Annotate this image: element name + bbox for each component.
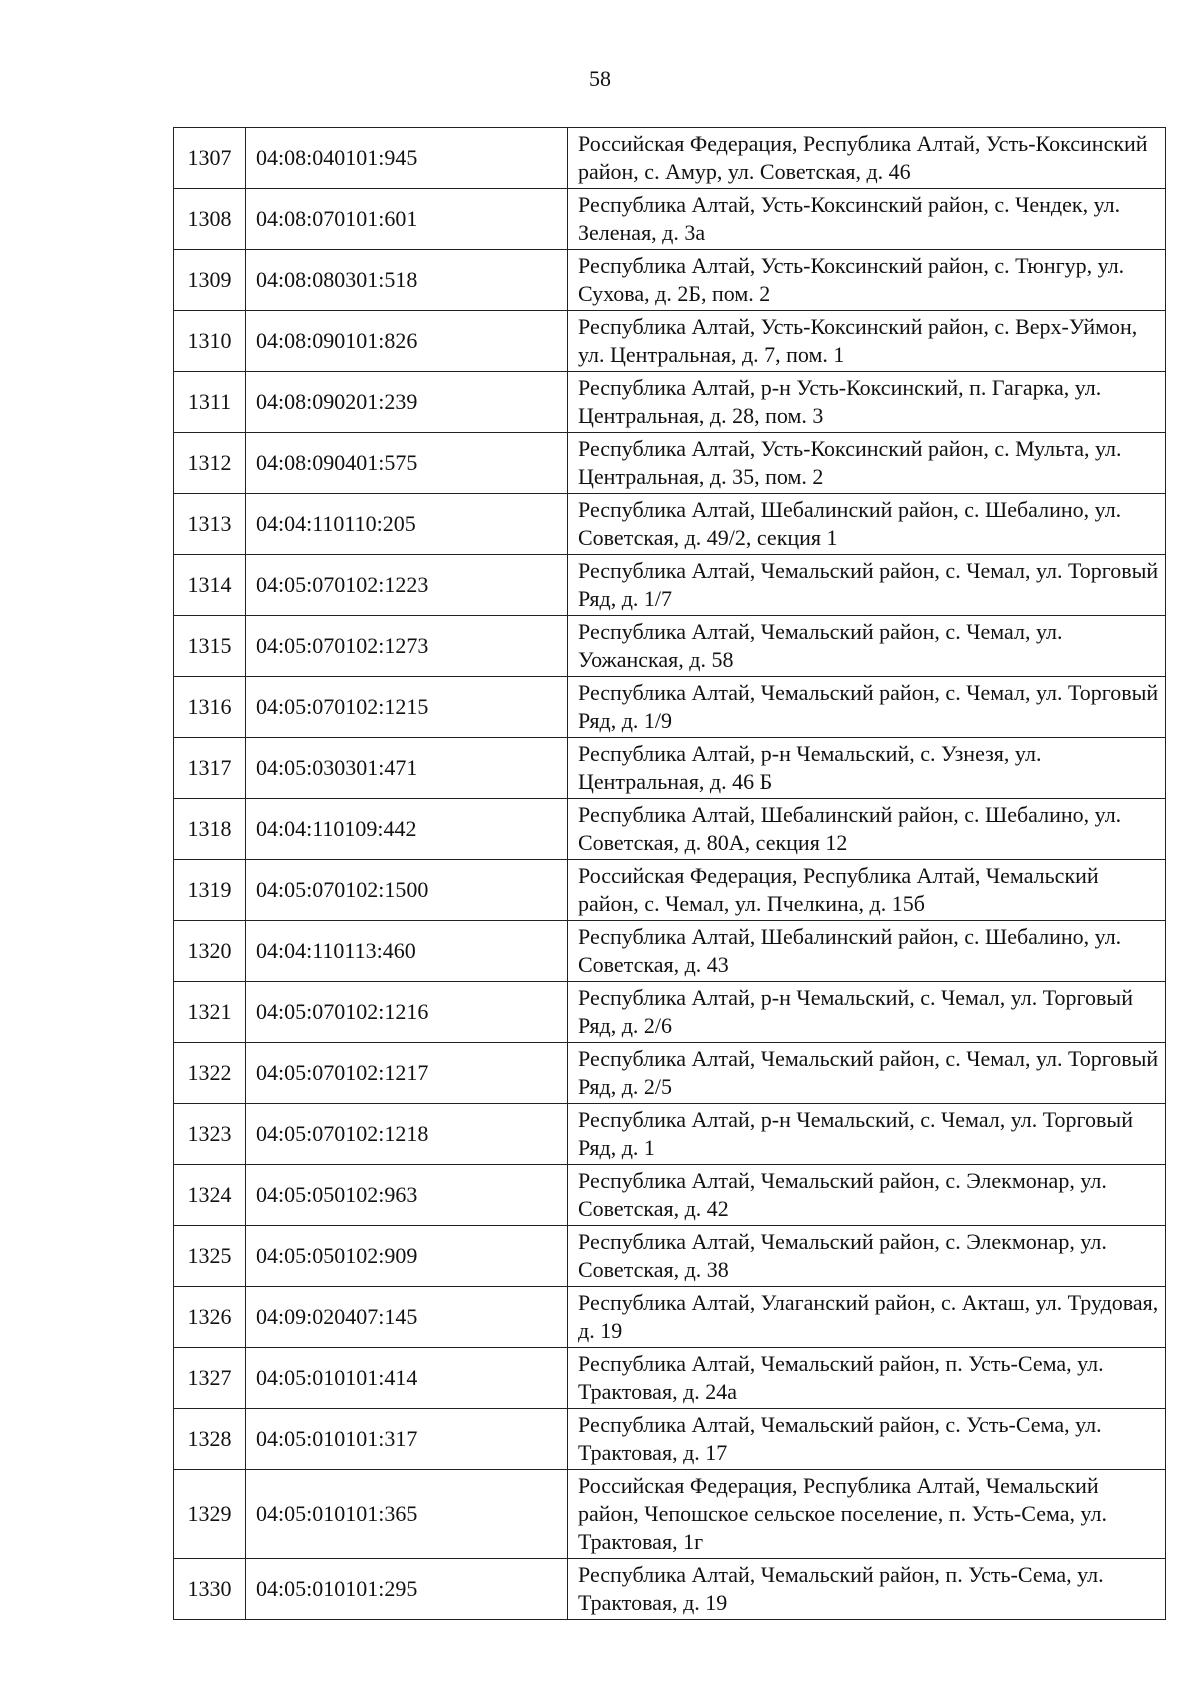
- row-number-cell: 1315: [174, 616, 246, 677]
- cadastral-number-cell: 04:08:070101:601: [246, 189, 568, 250]
- cadastral-number-cell: 04:05:070102:1215: [246, 677, 568, 738]
- row-number-cell: 1314: [174, 555, 246, 616]
- address-cell: Республика Алтай, Чемальский район, с. Чемал, ул. Торговый Ряд, д. 2/5: [568, 1043, 1166, 1104]
- table-row: [174, 1470, 1166, 1559]
- row-number-cell: 1310: [174, 311, 246, 372]
- table-row: [174, 982, 1166, 1043]
- table-row: [174, 1226, 1166, 1287]
- row-number-cell: 1330: [174, 1559, 246, 1620]
- table-row: [174, 433, 1166, 494]
- table-row: [174, 799, 1166, 860]
- cadastral-number-cell: 04:08:090201:239: [246, 372, 568, 433]
- row-number-cell: 1318: [174, 799, 246, 860]
- address-cell: Республика Алтай, Усть-Коксинский район, с. Тюнгур, ул. Сухова, д. 2Б, пом. 2: [568, 250, 1166, 311]
- row-number-cell: 1328: [174, 1409, 246, 1470]
- row-number-cell: 1309: [174, 250, 246, 311]
- property-table: [173, 127, 1166, 1620]
- address-cell: Республика Алтай, р-н Усть-Коксинский, п. Гагарка, ул. Центральная, д. 28, пом. 3: [568, 372, 1166, 433]
- address-cell: Республика Алтай, Чемальский район, с. Чемал, ул. Уожанская, д. 58: [568, 616, 1166, 677]
- table-row: [174, 921, 1166, 982]
- table-row: [174, 677, 1166, 738]
- address-cell: Республика Алтай, Улаганский район, с. Акташ, ул. Трудовая, д. 19: [568, 1287, 1166, 1348]
- address-cell: Республика Алтай, Усть-Коксинский район, с. Верх-Уймон, ул. Центральная, д. 7, пом. 1: [568, 311, 1166, 372]
- cadastral-number-cell: 04:09:020407:145: [246, 1287, 568, 1348]
- cadastral-number-cell: 04:08:080301:518: [246, 250, 568, 311]
- address-cell: Республика Алтай, Чемальский район, с. Чемал, ул. Торговый Ряд, д. 1/7: [568, 555, 1166, 616]
- cadastral-number-cell: 04:04:110110:205: [246, 494, 568, 555]
- address-cell: Республика Алтай, Чемальский район, п. Усть-Сема, ул. Трактовая, д. 19: [568, 1559, 1166, 1620]
- table-row: [174, 616, 1166, 677]
- table-row: [174, 494, 1166, 555]
- address-cell: Республика Алтай, р-н Чемальский, с. Чемал, ул. Торговый Ряд, д. 2/6: [568, 982, 1166, 1043]
- page-number: 58: [589, 66, 611, 91]
- address-cell: Российская Федерация, Республика Алтай, Усть-Коксинский район, с. Амур, ул. Советская, д. 46: [568, 128, 1166, 189]
- address-cell: Республика Алтай, Усть-Коксинский район, с. Мульта, ул. Центральная, д. 35, пом. 2: [568, 433, 1166, 494]
- table-row: [174, 1287, 1166, 1348]
- table-row: [174, 738, 1166, 799]
- cadastral-number-cell: 04:04:110113:460: [246, 921, 568, 982]
- address-cell: Республика Алтай, Чемальский район, с. Чемал, ул. Торговый Ряд, д. 1/9: [568, 677, 1166, 738]
- cadastral-number-cell: 04:08:090401:575: [246, 433, 568, 494]
- table-row: [174, 1559, 1166, 1620]
- row-number-cell: 1312: [174, 433, 246, 494]
- address-cell: Республика Алтай, Чемальский район, с. Элекмонар, ул. Советская, д. 42: [568, 1165, 1166, 1226]
- cadastral-number-cell: 04:05:030301:471: [246, 738, 568, 799]
- row-number-cell: 1325: [174, 1226, 246, 1287]
- cadastral-number-cell: 04:05:070102:1216: [246, 982, 568, 1043]
- cadastral-number-cell: 04:08:090101:826: [246, 311, 568, 372]
- cadastral-number-cell: 04:05:070102:1273: [246, 616, 568, 677]
- row-number-cell: 1316: [174, 677, 246, 738]
- cadastral-number-cell: 04:05:010101:295: [246, 1559, 568, 1620]
- table-row: [174, 128, 1166, 189]
- row-number-cell: 1320: [174, 921, 246, 982]
- cadastral-number-cell: 04:04:110109:442: [246, 799, 568, 860]
- row-number-cell: 1307: [174, 128, 246, 189]
- table-row: [174, 311, 1166, 372]
- address-cell: Республика Алтай, Чемальский район, с. Элекмонар, ул. Советская, д. 38: [568, 1226, 1166, 1287]
- row-number-cell: 1321: [174, 982, 246, 1043]
- cadastral-number-cell: 04:05:050102:963: [246, 1165, 568, 1226]
- cadastral-number-cell: 04:05:070102:1500: [246, 860, 568, 921]
- table-row: [174, 189, 1166, 250]
- cadastral-number-cell: 04:05:010101:317: [246, 1409, 568, 1470]
- table-row: [174, 1165, 1166, 1226]
- row-number-cell: 1326: [174, 1287, 246, 1348]
- row-number-cell: 1319: [174, 860, 246, 921]
- cadastral-number-cell: 04:05:010101:365: [246, 1470, 568, 1559]
- address-cell: Республика Алтай, р-н Чемальский, с. Чемал, ул. Торговый Ряд, д. 1: [568, 1104, 1166, 1165]
- address-cell: Республика Алтай, Шебалинский район, с. Шебалино, ул. Советская, д. 80А, секция 12: [568, 799, 1166, 860]
- row-number-cell: 1311: [174, 372, 246, 433]
- table-row: [174, 860, 1166, 921]
- cadastral-number-cell: 04:05:070102:1223: [246, 555, 568, 616]
- table-body: [174, 128, 1166, 1620]
- cadastral-number-cell: 04:05:010101:414: [246, 1348, 568, 1409]
- table-row: [174, 1348, 1166, 1409]
- address-cell: Республика Алтай, р-н Чемальский, с. Узнезя, ул. Центральная, д. 46 Б: [568, 738, 1166, 799]
- table-row: [174, 555, 1166, 616]
- row-number-cell: 1327: [174, 1348, 246, 1409]
- table-row: [174, 1409, 1166, 1470]
- row-number-cell: 1322: [174, 1043, 246, 1104]
- row-number-cell: 1313: [174, 494, 246, 555]
- table-row: [174, 1043, 1166, 1104]
- address-cell: Республика Алтай, Чемальский район, с. Усть-Сема, ул. Трактовая, д. 17: [568, 1409, 1166, 1470]
- cadastral-number-cell: 04:05:050102:909: [246, 1226, 568, 1287]
- address-cell: Республика Алтай, Шебалинский район, с. Шебалино, ул. Советская, д. 43: [568, 921, 1166, 982]
- table-row: [174, 1104, 1166, 1165]
- cadastral-number-cell: 04:05:070102:1218: [246, 1104, 568, 1165]
- address-cell: Республика Алтай, Чемальский район, п. Усть-Сема, ул. Трактовая, д. 24а: [568, 1348, 1166, 1409]
- address-cell: Российская Федерация, Республика Алтай, Чемальский район, Чепошское сельское поселение, п. Усть-Сема, ул. Трактовая, 1г: [568, 1470, 1166, 1559]
- table-row: [174, 250, 1166, 311]
- row-number-cell: 1308: [174, 189, 246, 250]
- address-cell: Российская Федерация, Республика Алтай, Чемальский район, с. Чемал, ул. Пчелкина, д. 15б: [568, 860, 1166, 921]
- row-number-cell: 1323: [174, 1104, 246, 1165]
- cadastral-number-cell: 04:08:040101:945: [246, 128, 568, 189]
- address-cell: Республика Алтай, Усть-Коксинский район, с. Чендек, ул. Зеленая, д. 3а: [568, 189, 1166, 250]
- address-cell: Республика Алтай, Шебалинский район, с. Шебалино, ул. Советская, д. 49/2, секция 1: [568, 494, 1166, 555]
- row-number-cell: 1324: [174, 1165, 246, 1226]
- table-row: [174, 372, 1166, 433]
- row-number-cell: 1317: [174, 738, 246, 799]
- row-number-cell: 1329: [174, 1470, 246, 1559]
- cadastral-number-cell: 04:05:070102:1217: [246, 1043, 568, 1104]
